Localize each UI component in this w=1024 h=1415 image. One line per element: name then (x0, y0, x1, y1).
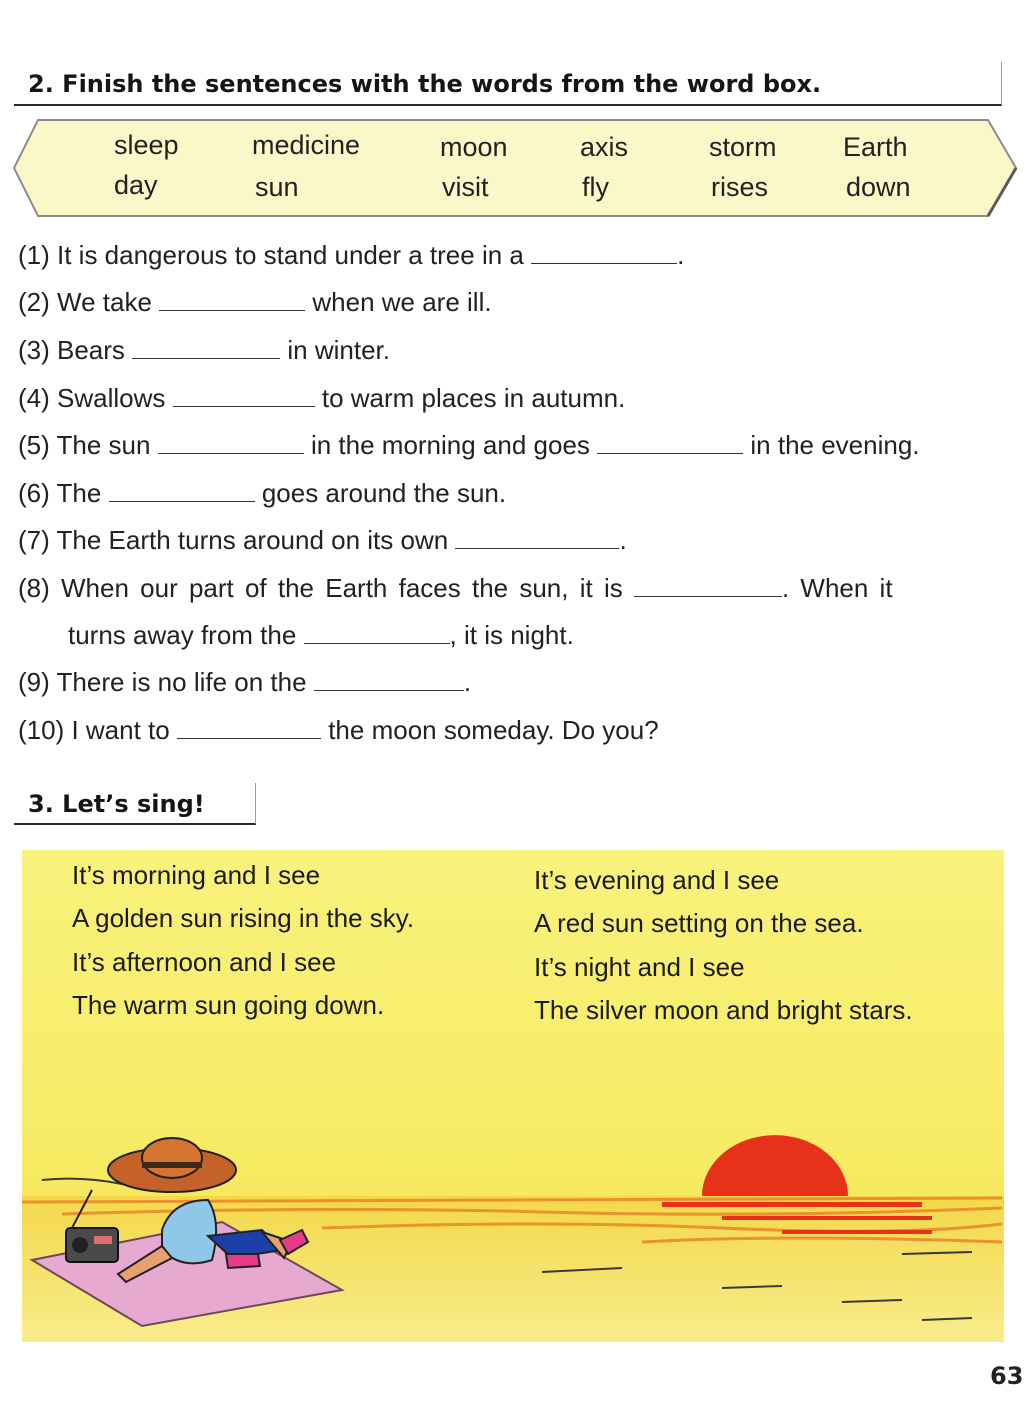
sentence-text: in winter. (287, 335, 390, 365)
sentence-text: (3) Bears (18, 335, 125, 365)
sentence-text: (5) The sun (18, 430, 151, 460)
word-rises: rises (711, 172, 769, 202)
sentence-text: in the evening. (750, 430, 920, 460)
answer-blank-5a[interactable] (158, 431, 304, 454)
answer-blank-1[interactable] (531, 241, 677, 264)
sentence-text: (7) The Earth turns around on its own (18, 525, 449, 555)
sentence-text: goes around the sun. (261, 478, 507, 508)
sentence-text: , it is night. (449, 620, 574, 650)
answer-blank-8b[interactable] (304, 621, 450, 644)
sentence-text: (4) Swallows (18, 383, 166, 413)
sentence-text: to warm places in autumn. (321, 383, 626, 413)
answer-blank-3[interactable] (132, 336, 280, 359)
sentence-text: (1) It is dangerous to stand under a tree in a (18, 240, 524, 270)
word-down: down (846, 172, 911, 202)
sentence-1 (18, 240, 684, 271)
lyric-right-4: The silver moon and bright stars. (534, 995, 913, 1025)
answer-blank-2[interactable] (159, 288, 305, 311)
word-visit: visit (442, 172, 489, 202)
lyric-right-3: It’s night and I see (534, 952, 745, 982)
sentence-9 (18, 667, 471, 698)
answer-blank-7[interactable] (455, 526, 619, 549)
sentence-3 (18, 335, 390, 366)
sentence-8-continued (68, 620, 574, 651)
answer-blank-4[interactable] (173, 384, 315, 407)
answer-blank-8a[interactable] (634, 574, 782, 597)
answer-blank-9[interactable] (314, 668, 464, 691)
lyric-left-4: The warm sun going down. (72, 990, 385, 1020)
lyric-right-1: It’s evening and I see (534, 865, 780, 895)
word-box (10, 118, 1020, 218)
sentence-2 (18, 287, 492, 318)
lyric-left-1: It’s morning and I see (72, 860, 321, 890)
sentence-10 (18, 715, 659, 746)
word-sleep: sleep (114, 130, 179, 160)
page-number: 63 (990, 1362, 1024, 1390)
sentence-7 (18, 525, 627, 556)
sentence-text: in the morning and goes (310, 430, 590, 460)
sentence-text: the moon someday. Do you? (328, 715, 659, 745)
lyric-right-2: A red sun setting on the sea. (534, 908, 864, 938)
answer-blank-5b[interactable] (597, 431, 743, 454)
word-sun: sun (255, 172, 299, 202)
word-fly: fly (582, 172, 609, 202)
word-storm: storm (709, 132, 777, 162)
sentence-4 (18, 383, 625, 414)
answer-blank-6[interactable] (109, 479, 255, 502)
sentence-8 (18, 573, 893, 604)
exercise-2-title: 2. Finish the sentences with the words from the word box. (14, 62, 1002, 106)
lyric-left-2: A golden sun rising in the sky. (72, 903, 415, 933)
sentence-text: (2) We take (18, 287, 152, 317)
word-medicine: medicine (252, 130, 361, 160)
answer-blank-10[interactable] (177, 716, 321, 739)
sentence-text: (8) When our part of the Earth faces the sun, it is (18, 573, 623, 603)
sentence-text: (9) There is no life on the (18, 667, 307, 697)
word-day: day (114, 170, 158, 200)
lyric-left-3: It’s afternoon and I see (72, 947, 337, 977)
sentence-text: . (463, 667, 472, 697)
sentence-text: . (677, 240, 685, 270)
sentence-text: (6) The (18, 478, 102, 508)
sentence-5 (18, 430, 920, 461)
sentence-text: . When it (781, 573, 893, 603)
word-earth: Earth (843, 132, 908, 162)
sentence-6 (18, 478, 506, 509)
sentence-text: . (619, 525, 627, 555)
word-moon: moon (440, 132, 508, 162)
exercise-3-title: 3. Let’s sing! (14, 783, 256, 825)
sentence-text: (10) I want to (18, 715, 170, 745)
sentence-text: when we are ill. (312, 287, 492, 317)
word-axis: axis (580, 132, 629, 162)
sentence-text: turns away from the (68, 620, 297, 650)
